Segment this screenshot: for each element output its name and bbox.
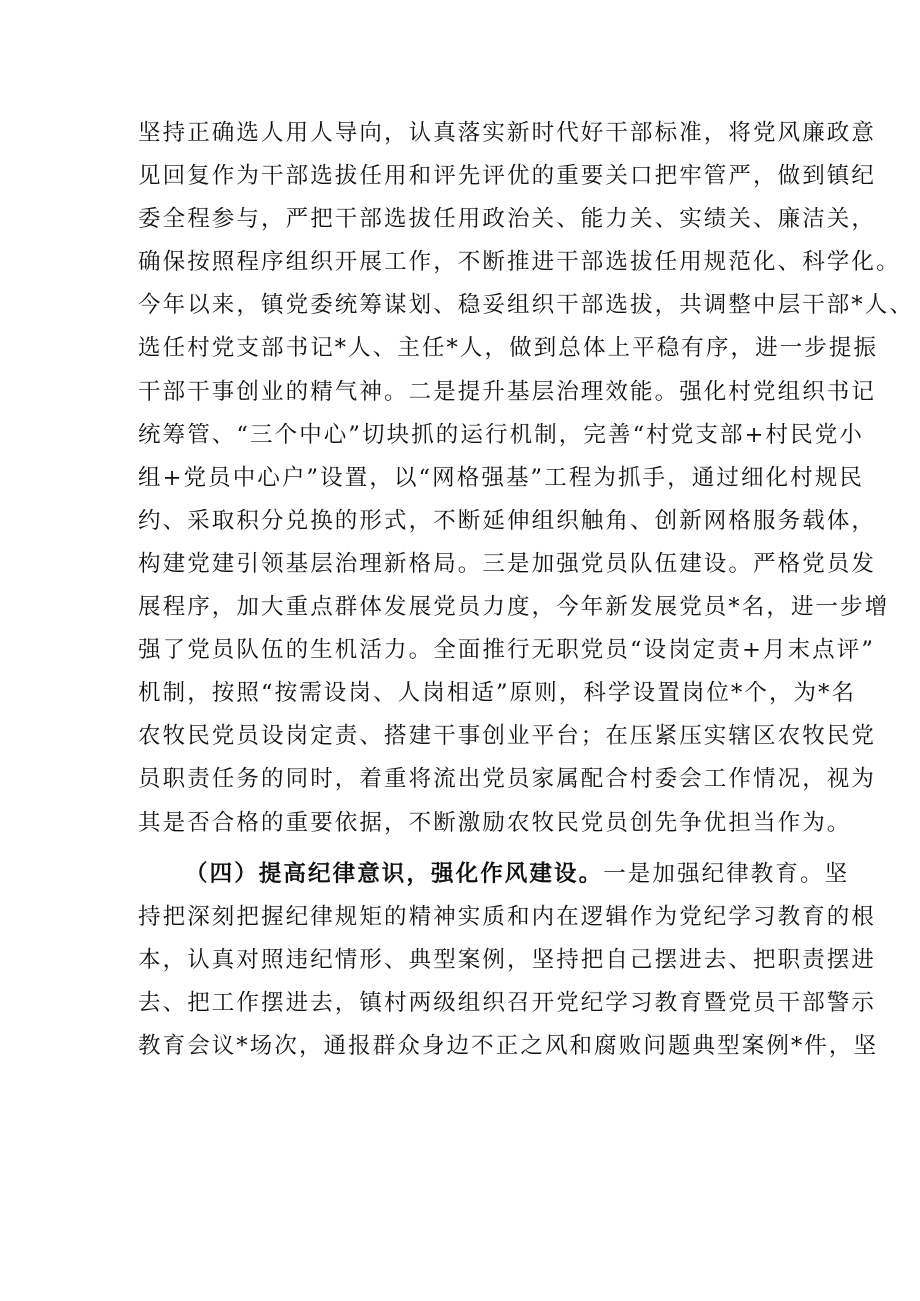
paragraph-line: 农牧民党员设岗定责、搭建干事创业平台；在压紧压实辖区农牧民党 <box>138 723 877 750</box>
document-body <box>0 112 920 1068</box>
paragraph-line: 组+党员中心户”设置，以“网格强基”工程为抓手，通过细化村规民 <box>138 464 864 491</box>
paragraph-line: 展程序，加大重点群体发展党员力度，今年新发展党员*名，进一步增 <box>138 594 890 621</box>
paragraph-line: 本，认真对照违纪情形、典型案例，坚持把自己摆进去、把职责摆进 <box>138 946 877 973</box>
paragraph-line: 持把深刻把握纪律规矩的精神实质和内在逻辑作为党纪学习教育的根 <box>138 903 877 930</box>
paragraph-line: 其是否合格的重要依据，不断激励农牧民党员创先争优担当作为。 <box>138 809 852 836</box>
paragraph-spacer <box>0 845 920 853</box>
paragraph-line: 构建党建引领基层治理新格局。三是加强党员队伍建设。严格党员发 <box>138 550 877 577</box>
paragraph-line: 统筹管、“三个中心”切块抓的运行机制，完善“村党支部+村民党小 <box>138 421 864 448</box>
paragraph-line: 见回复作为干部选拔任用和评先评优的重要关口把牢管严，做到镇纪 <box>138 163 877 190</box>
paragraph-line: 委全程参与，严把干部选拔任用政治关、能力关、实绩关、廉洁关， <box>138 206 877 233</box>
paragraph-line: 约、采取积分兑换的形式，不断延伸组织触角、创新网格服务载体， <box>138 507 877 534</box>
section-heading: （四）提高纪律意识，强化作风建设。 <box>185 860 604 887</box>
paragraph-line: 坚持正确选人用人导向，认真落实新时代好干部标准，将党风廉政意 <box>138 120 877 146</box>
paragraph-line: 机制，按照“按需设岗、人岗相适”原则，科学设置岗位*个，为*名 <box>138 680 857 707</box>
paragraph-line: 今年以来，镇党委统筹谋划、稳妥组织干部选拔，共调整中层干部*人、 <box>138 292 914 319</box>
paragraph-line: 选任村党支部书记*人、主任*人，做到总体上平稳有序，进一步提振 <box>138 335 879 362</box>
paragraph-line: 员职责任务的同时，着重将流出党员家属配合村委会工作情况，视为 <box>138 766 877 793</box>
section-heading-rest: 一是加强纪律教育。坚 <box>603 860 850 887</box>
paragraph-line: 强了党员队伍的生机活力。全面推行无职党员“设岗定责+月末点评” <box>138 637 875 664</box>
section-heading-line <box>0 853 920 896</box>
paragraph-line: 去、把工作摆进去，镇村两级组织召开党纪学习教育暨党员干部警示 <box>138 989 877 1016</box>
paragraph-line: 确保按照程序组织开展工作，不断推进干部选拔任用规范化、科学化。 <box>138 249 901 276</box>
paragraph-line: 干部干事创业的精气神。二是提升基层治理效能。强化村党组织书记 <box>138 378 877 405</box>
paragraph-line: 教育会议*场次，通报群众身边不正之风和腐败问题典型案例*件，坚 <box>138 1032 879 1059</box>
